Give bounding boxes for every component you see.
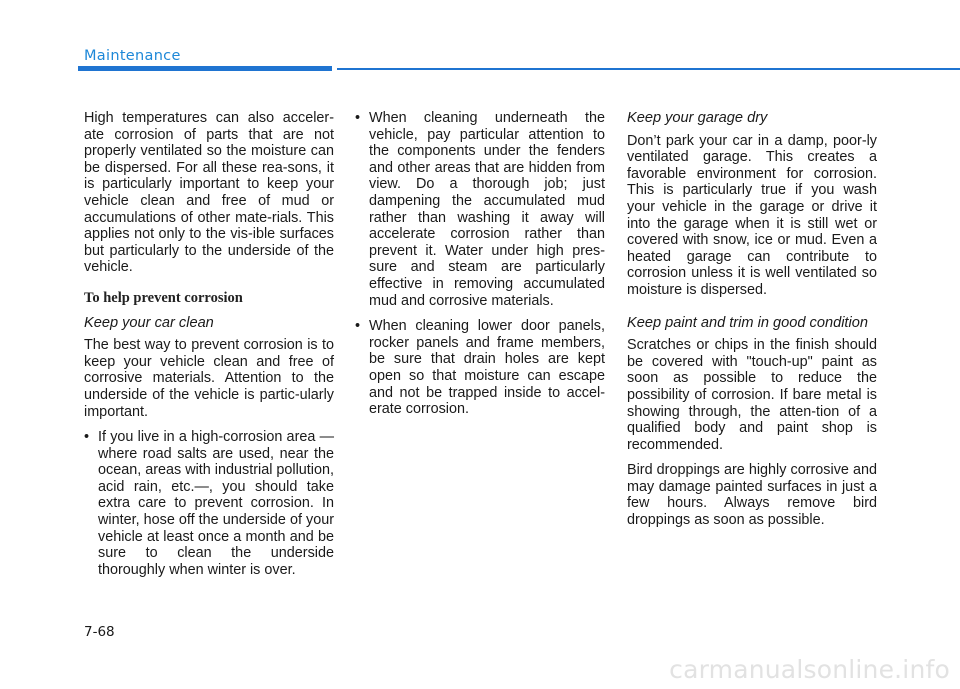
section-title: Maintenance bbox=[84, 48, 181, 64]
header-rule-thin bbox=[337, 68, 960, 70]
keep-clean-paragraph: The best way to prevent corrosion is to keep your vehicle clean and free of corrosive materials. Attention to the underside of the vehicle is partic-ularly important. bbox=[84, 337, 334, 420]
list-item-text: When cleaning lower door panels, rocker panels and frame members, be sure that drain holes are kept open so that moisture can escape and not be trapped inside to accel-erate corrosion. bbox=[369, 318, 605, 418]
list-item bbox=[84, 429, 334, 578]
bullet-icon: • bbox=[84, 429, 90, 446]
list-item-text: If you live in a high-corrosion area — where road salts are used, near the ocean, areas with industrial pollution, acid rain, etc.—, you should take extra care to prevent corrosion. In winter, hose off the underside of your vehicle at least once a month and be sure to clean the underside thoroughly when winter is over. bbox=[98, 429, 334, 578]
intro-paragraph: High temperatures can also acceler-ate corrosion of parts that are not properly ventilated so the moisture can be dispersed. For all these rea-sons, it is particularly important to keep your vehicle clean and free of mud or accumulations of other mate-rials. This applies not only to the vis-ible surfaces but particularly to the underside of the vehicle. bbox=[84, 110, 334, 276]
watermark: carmanualsonline.info bbox=[669, 655, 950, 684]
header-rule-thick bbox=[78, 66, 332, 71]
list-item-text: When cleaning underneath the vehicle, pay particular attention to the components under the fenders and other areas that are hidden from view. Do a thorough job; just dampening the accumulated mud rather than washing it away will accelerate corrosion rather than prevent it. Water under high pres-sure and steam are particularly effective in removing accumulated mud and corrosive materials. bbox=[369, 110, 605, 309]
bird-droppings-paragraph: Bird droppings are highly corrosive and may damage painted surfaces in just a few hours. Always remove bird droppings as soon as possible. bbox=[627, 462, 877, 529]
subheading-paint-trim: Keep paint and trim in good condition bbox=[627, 314, 868, 331]
bullet-list bbox=[84, 429, 334, 578]
column-left bbox=[84, 110, 334, 587]
list-item bbox=[355, 318, 605, 418]
subheading-keep-clean: Keep your car clean bbox=[84, 314, 214, 331]
garage-dry-paragraph: Don’t park your car in a damp, poor-ly ventilated garage. This creates a favorable environment for corrosion. This is particularly true if you wash your vehicle in the garage or drive it into the garage when it is still wet or covered with snow, ice or mud. Even a heated garage can contribute to corrosion unless it is well ventilated so moisture is dispersed. bbox=[627, 132, 877, 298]
list-item bbox=[355, 110, 605, 309]
column-right bbox=[627, 110, 877, 538]
bullet-icon: • bbox=[355, 318, 361, 335]
column-middle bbox=[355, 110, 605, 427]
bullet-icon: • bbox=[355, 110, 361, 126]
bullet-list bbox=[355, 110, 605, 418]
page-number: 7-68 bbox=[84, 624, 115, 640]
subheading-garage-dry: Keep your garage dry bbox=[627, 110, 768, 126]
section-heading: To help prevent corrosion bbox=[84, 289, 243, 306]
paint-trim-paragraph: Scratches or chips in the finish should be covered with "touch-up" paint as soon as possible to reduce the possibility of corrosion. If bare metal is showing through, the atten-tion of a qualified body and paint shop is recommended. bbox=[627, 337, 877, 453]
